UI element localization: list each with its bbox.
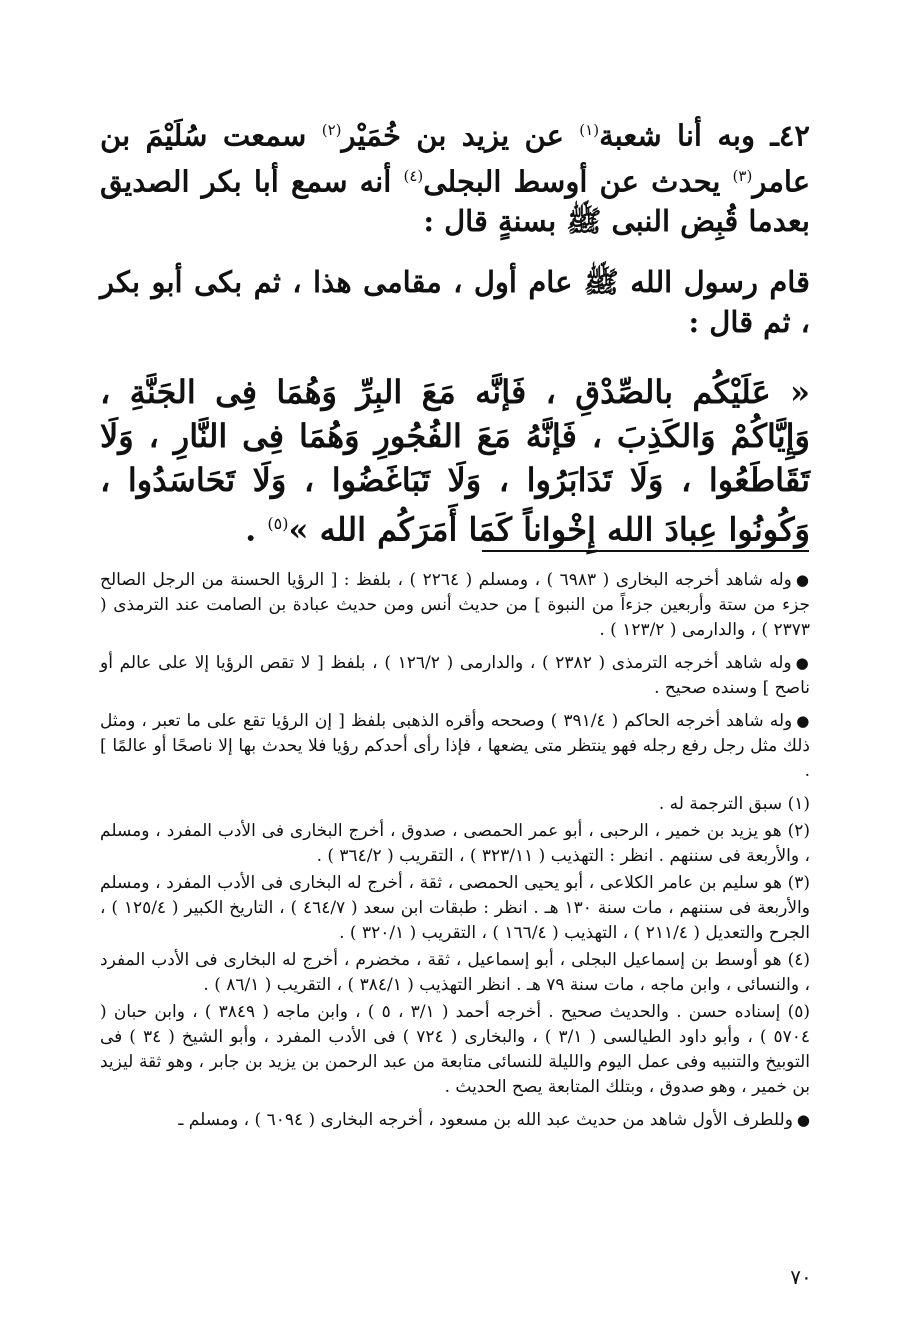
note-item bbox=[100, 568, 810, 643]
note-item bbox=[100, 871, 810, 946]
footnote-ref-2: (٢) bbox=[321, 121, 342, 139]
hadith-paragraph bbox=[100, 110, 810, 241]
hadith-text-d: يحدث عن أوسط البجلى bbox=[423, 164, 733, 199]
quote-end: . bbox=[245, 510, 268, 549]
bullet-icon: ● bbox=[795, 654, 811, 672]
footnotes bbox=[100, 568, 810, 1141]
bullet-icon: ● bbox=[795, 571, 811, 589]
note-text: وله شاهد أخرجه الحاكم ( ٣٩١/٤ ) وصححه وأقره الذهبى بلفظ [ إن الرؤيا تقع على ما تعبر ، ومثل ذلك مثل رجل رفع رجله فهو ينتظر متى يضعها ، فإذا رأى أحدكم رؤيا فلا يحدث بها إلا ناصحًا أو عالمًا ] . bbox=[100, 711, 810, 781]
note-item bbox=[100, 792, 810, 817]
footnote-ref-5: (٥) bbox=[267, 514, 289, 533]
note-text: (٣) هو سليم بن عامر الكلاعى ، أبو يحيى الحمصى ، ثقة ، أخرج له البخارى فى الأدب المفرد ، ومسلم والأربعة فى سننهم ، مات سنة ١٣٠ هـ . انظر : طبقات ابن سعد ( ٤٦٤/٧ ) ، التاريخ الكبير ( ١٢٥/٤ ) ، الجرح والتعديل ( ٢١١/٤ ) ، التهذيب ( ١٦٦/٤ ) ، التقريب ( ٣٢٠/١ ) . bbox=[100, 873, 810, 943]
note-item bbox=[100, 1108, 810, 1133]
hadith-text-a: وبه أنا شعبة bbox=[599, 118, 755, 153]
note-text: وله شاهد أخرجه البخارى ( ٦٩٨٣ ) ، ومسلم ( ٢٢٦٤ ) ، بلفظ : [ الرؤيا الحسنة من الرجل الصالح جزء من ستة وأربعين جزءاً من النبوة ] من حديث أنس ومن حديث عبادة بن الصامت عند الترمذى ( ٢٣٧٣ ) ، والدارمى ( ١٢٣/٢ ) . bbox=[100, 570, 810, 640]
footnote-divider bbox=[482, 550, 809, 552]
note-item bbox=[100, 709, 810, 784]
note-text: (٤) هو أوسط بن إسماعيل البجلى ، أبو إسماعيل ، ثقة ، مخضرم ، أخرج له البخارى فى الأدب المفرد ، والنسائى ، وابن ماجه ، مات سنة ٧٩ هـ . انظر التهذيب ( ٣٨٤/١ ) ، التقريب ( ٨٦/١ ) . bbox=[100, 950, 810, 995]
footnote-ref-4: (٤) bbox=[403, 166, 424, 185]
page-number: ٧٠ bbox=[790, 1265, 812, 1289]
bullet-icon: ● bbox=[796, 712, 810, 730]
hadith-number: ٤٢ bbox=[778, 118, 810, 153]
note-text: (١) سبق الترجمة له . bbox=[658, 794, 810, 814]
footnote-ref-1: (١) bbox=[579, 121, 600, 139]
prophetic-quote bbox=[100, 370, 810, 552]
speech-paragraph: قام رسول الله ﷺ عام أول ، مقامى هذا ، ثم بكى أبو بكر ، ثم قال : bbox=[100, 265, 810, 339]
note-item bbox=[100, 651, 810, 701]
hadith-text-c: سمعت سُلَيْمَ بن عامر bbox=[100, 118, 811, 199]
note-text: (٥) إسناده حسن . والحديث صحيح . أخرجه أحمد ( ٣/١ ، ٥ ) ، وابن ماجه ( ٣٨٤٩ ) ، وابن حبان ( ٥٧٠٤ ) ، وأبو داود الطيالسى ( ٣/١ ) ، والبخارى ( ٧٢٤ ) فى الأدب المفرد ، وأبو الشيخ ( ٣٤ ) فى التوبيخ والتنبيه وفى عمل اليوم والليلة للنسائى متابعة من عبد الرحمن بن يزيد بن جابر ، وهو ثقة ليزيد بن خمير ، وهو صدوق ، وبتلك المتابعة يصح الحديث . bbox=[100, 1002, 811, 1097]
note-text: وللطرف الأول شاهد من حديث عبد الله بن مسعود ، أخرجه البخارى ( ٦٠٩٤ ) ، ومسلم ـ bbox=[178, 1110, 793, 1130]
hadith-text-e: أنه سمع أبا بكر الصديق بعدما قُبِض النبى ﷺ بسنةٍ قال : bbox=[100, 164, 810, 239]
note-item bbox=[100, 819, 810, 869]
note-item bbox=[100, 948, 810, 998]
note-item bbox=[100, 1000, 810, 1100]
hadith-text-b: عن يزيد بن خُمَيْر bbox=[341, 118, 580, 153]
quote-text: « عَلَيْكُم بالصِّدْقِ ، فَإنَّه مَعَ البِرِّ وَهُمَا فِى الجَنَّةِ ، وَإِيَّاكُمْ وَالكَذِبَ ، فَإنَّهُ مَعَ الفُجُورِ وَهُمَا فِى النَّارِ ، وَلَا تَقَاطَعُوا ، وَلَا تَدَابَرُوا ، وَلَا تَبَاغَضُوا ، وَلَا تَحَاسَدُوا ، وَكُونُوا عِبادَ الله إِخْواناً كَمَا أَمَرَكُم الله » bbox=[100, 373, 810, 549]
footnote-ref-3: (٣) bbox=[732, 166, 753, 185]
note-text: (٢) هو يزيد بن خمير ، الرحبى ، أبو عمر الحمصى ، صدوق ، أخرج البخارى فى الأدب المفرد ، ومسلم ، والأربعة فى سننهم . انظر : التهذيب ( ٣٢٣/١١ ) ، التقريب ( ٣٦٤/٢ ) . bbox=[100, 821, 810, 866]
hadith-dash: ـ bbox=[770, 118, 779, 153]
bullet-icon: ● bbox=[796, 1111, 810, 1129]
note-text: وله شاهد أخرجه الترمذى ( ٢٣٨٢ ) ، والدارمى ( ١٢٦/٢ ) ، بلفظ [ لا تقص الرؤيا إلا على عالم أو ناصح ] وسنده صحيح . bbox=[100, 653, 810, 698]
